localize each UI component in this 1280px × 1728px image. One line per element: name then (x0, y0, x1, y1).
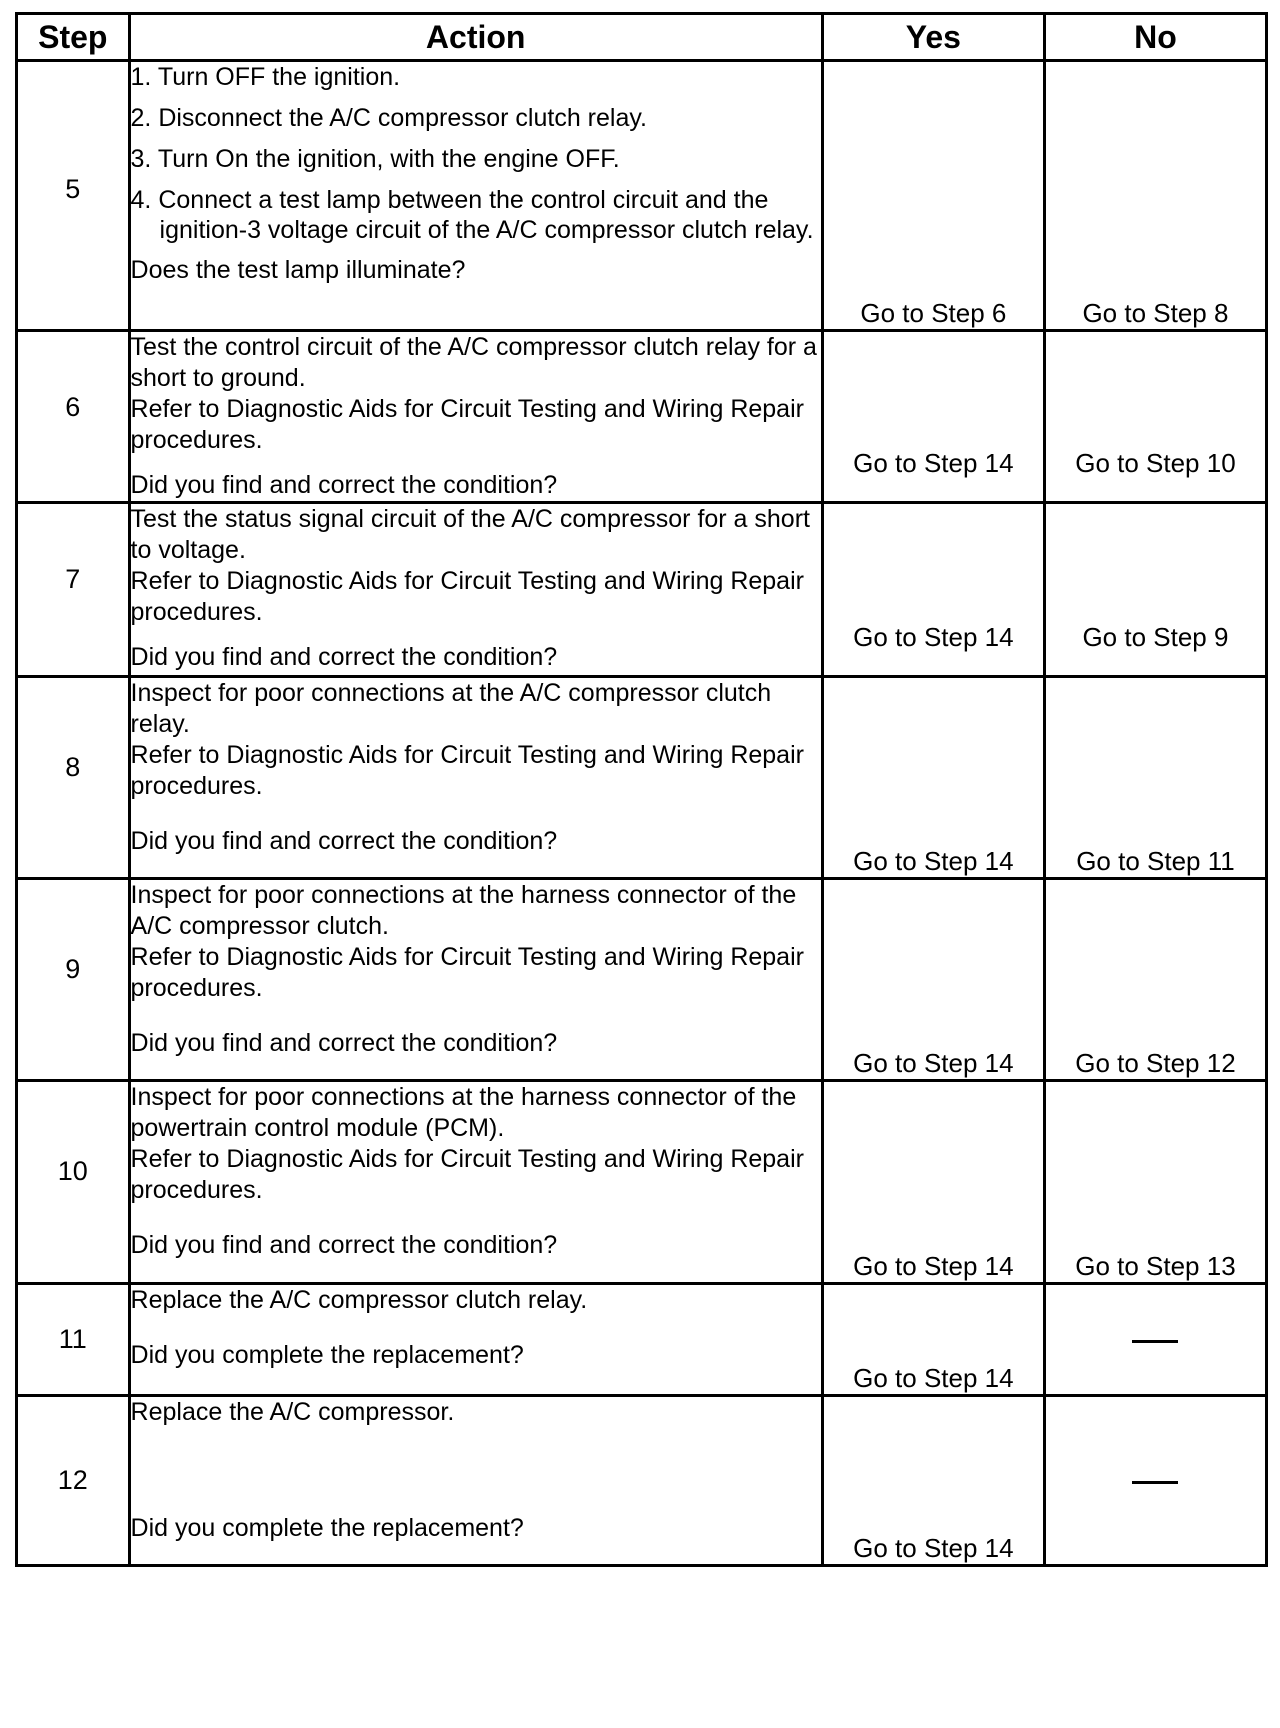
table-header-row (17, 14, 1267, 61)
no-result: Go to Step 9 (1044, 503, 1266, 677)
not-applicable-dash (1132, 1481, 1178, 1484)
action-cell (129, 1396, 822, 1566)
header-action: Action (129, 14, 822, 61)
question-text: Did you complete the replacement? (130, 1341, 524, 1369)
step-number: 9 (17, 879, 130, 1081)
refer-text: Refer to Diagnostic Aids for Circuit Testing and Wiring Repair procedures. (130, 1145, 804, 1204)
no-result: Go to Step 8 (1044, 61, 1266, 331)
action-text: Inspect for poor connections at the harness connector of the powertrain control module (PCM). (130, 1083, 797, 1142)
table-row (17, 1081, 1267, 1284)
question-text: Did you find and correct the condition? (130, 471, 558, 499)
action-cell (129, 879, 822, 1081)
no-result (1044, 1396, 1266, 1566)
action-cell (129, 503, 822, 677)
step-number: 11 (17, 1284, 130, 1396)
step-number: 12 (17, 1396, 130, 1566)
list-item: 4. Connect a test lamp between the control circuit and the ignition-3 voltage circuit of the A/C compressor clutch relay. (130, 186, 814, 244)
refer-text: Refer to Diagnostic Aids for Circuit Testing and Wiring Repair procedures. (130, 567, 804, 626)
yes-result: Go to Step 14 (822, 1081, 1044, 1284)
no-result: Go to Step 11 (1044, 677, 1266, 879)
table-row (17, 879, 1267, 1081)
question-text: Did you complete the replacement? (130, 1514, 524, 1542)
action-text: Test the control circuit of the A/C compressor clutch relay for a short to ground. (130, 333, 817, 392)
table-row (17, 677, 1267, 879)
step-number: 10 (17, 1081, 130, 1284)
action-cell (129, 677, 822, 879)
yes-result: Go to Step 14 (822, 331, 1044, 503)
yes-result: Go to Step 14 (822, 879, 1044, 1081)
list-item: 1. Turn OFF the ignition. (130, 63, 401, 91)
step-number: 5 (17, 61, 130, 331)
action-text: Inspect for poor connections at the A/C compressor clutch relay. (130, 679, 772, 738)
yes-result: Go to Step 14 (822, 503, 1044, 677)
action-cell (129, 1284, 822, 1396)
diagnostic-table (15, 12, 1268, 1567)
header-yes: Yes (822, 14, 1044, 61)
no-result: Go to Step 13 (1044, 1081, 1266, 1284)
not-applicable-dash (1132, 1340, 1178, 1343)
yes-result: Go to Step 14 (822, 1396, 1044, 1566)
list-item: 3. Turn On the ignition, with the engine OFF. (130, 145, 620, 173)
no-result (1044, 1284, 1266, 1396)
action-cell (129, 331, 822, 503)
question-text: Did you find and correct the condition? (130, 1231, 558, 1259)
step-number: 6 (17, 331, 130, 503)
yes-result: Go to Step 6 (822, 61, 1044, 331)
yes-result: Go to Step 14 (822, 677, 1044, 879)
table-row (17, 331, 1267, 503)
header-step: Step (17, 14, 130, 61)
step-number: 8 (17, 677, 130, 879)
refer-text: Refer to Diagnostic Aids for Circuit Testing and Wiring Repair procedures. (130, 741, 804, 800)
question-text: Did you find and correct the condition? (130, 827, 558, 855)
yes-result: Go to Step 14 (822, 1284, 1044, 1396)
action-text: Replace the A/C compressor. (130, 1398, 455, 1426)
header-no: No (1044, 14, 1266, 61)
table-row (17, 1396, 1267, 1566)
action-cell (129, 1081, 822, 1284)
action-text: Replace the A/C compressor clutch relay. (130, 1286, 588, 1314)
table-row (17, 1284, 1267, 1396)
list-item: 2. Disconnect the A/C compressor clutch relay. (130, 104, 647, 132)
no-result: Go to Step 12 (1044, 879, 1266, 1081)
table-row (17, 503, 1267, 677)
procedure-list (131, 62, 821, 245)
no-result: Go to Step 10 (1044, 331, 1266, 503)
action-text: Inspect for poor connections at the harness connector of the A/C compressor clutch. (130, 881, 797, 940)
action-cell (129, 61, 822, 331)
question-text: Does the test lamp illuminate? (130, 256, 466, 284)
refer-text: Refer to Diagnostic Aids for Circuit Testing and Wiring Repair procedures. (130, 943, 804, 1002)
table-row (17, 61, 1267, 331)
refer-text: Refer to Diagnostic Aids for Circuit Testing and Wiring Repair procedures. (130, 395, 804, 454)
question-text: Did you find and correct the condition? (130, 1029, 558, 1057)
step-number: 7 (17, 503, 130, 677)
action-text: Test the status signal circuit of the A/C compressor for a short to voltage. (130, 505, 810, 564)
question-text: Did you find and correct the condition? (130, 643, 558, 671)
